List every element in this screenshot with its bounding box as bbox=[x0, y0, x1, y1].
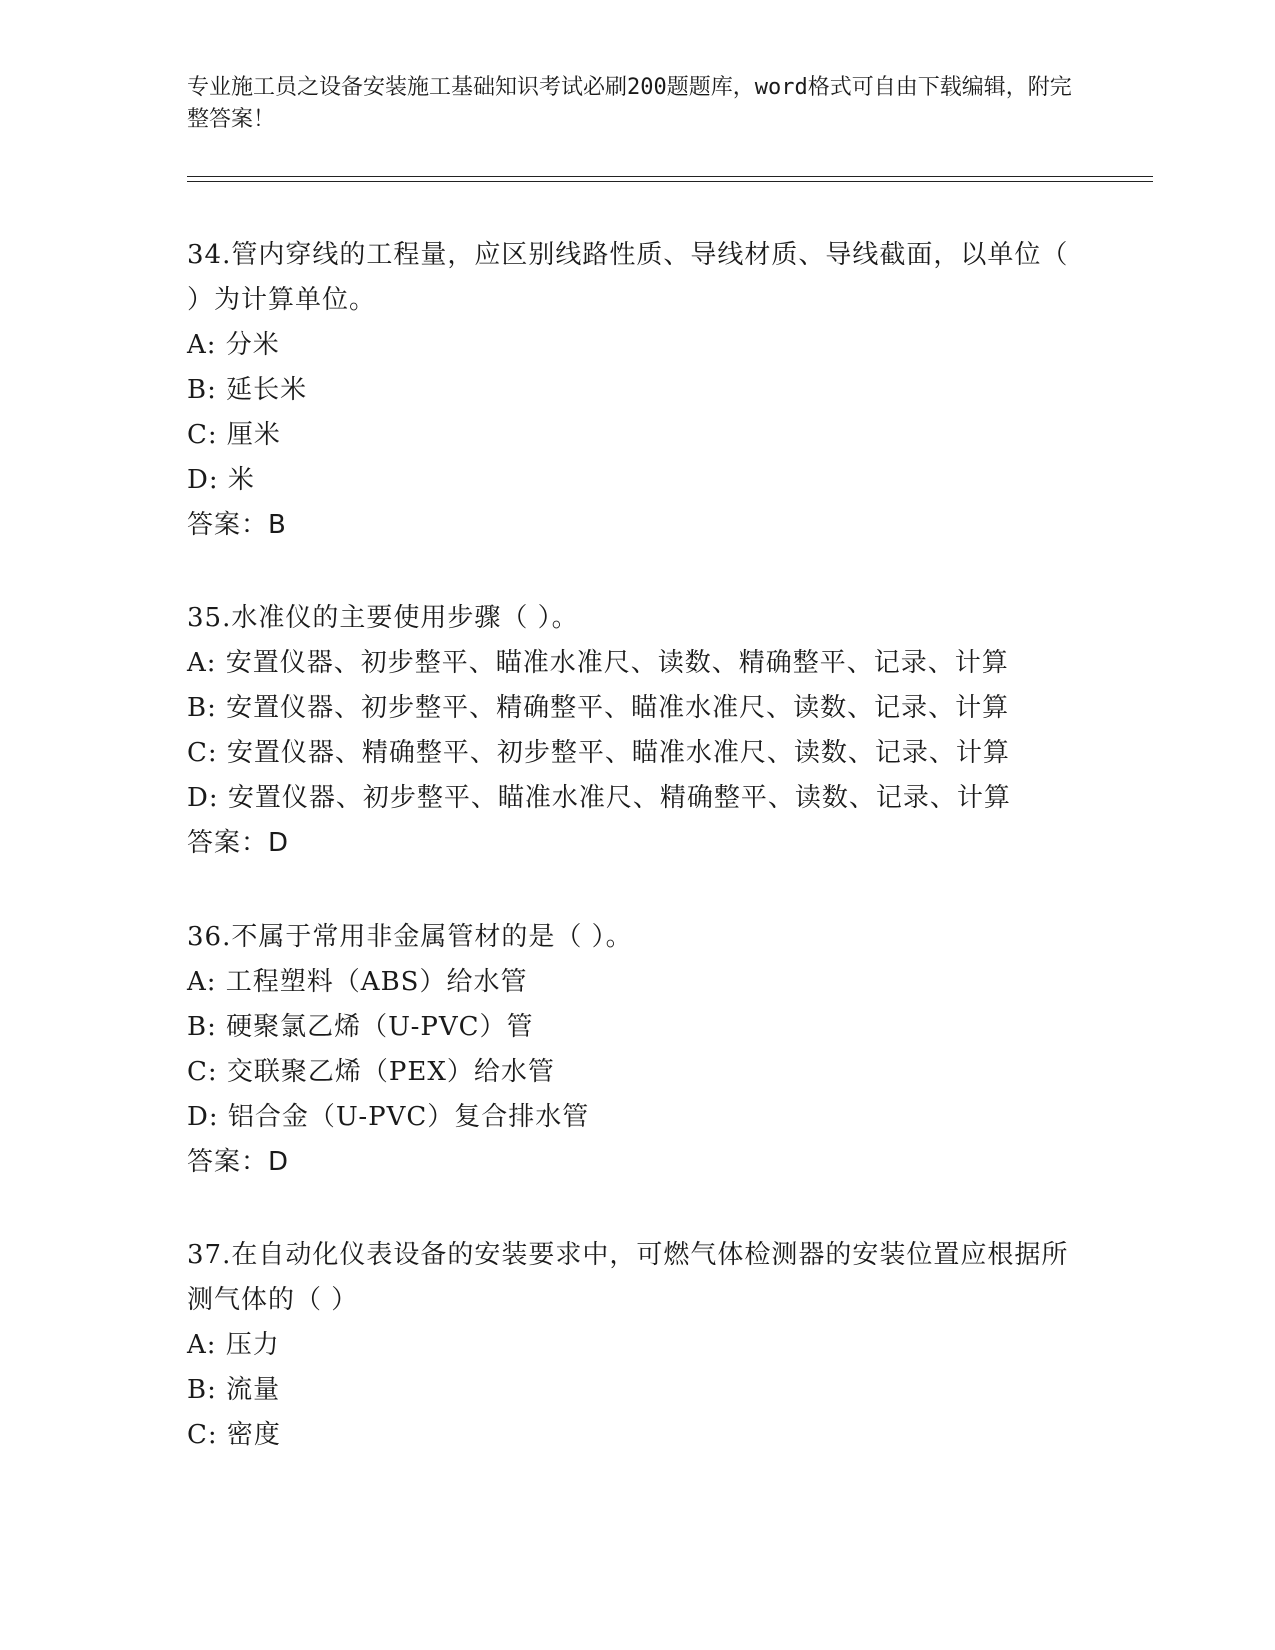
question-stem: 37.在自动化仪表设备的安装要求中，可燃气体检测器的安装位置应根据所测气体的（ ） bbox=[187, 1240, 1069, 1315]
option-a: A: 工程塑料（ABS）给水管 bbox=[187, 967, 528, 997]
option-a: A: 压力 bbox=[187, 1330, 280, 1360]
question-35 bbox=[187, 596, 1087, 866]
option-c: C: 密度 bbox=[187, 1420, 281, 1450]
header-divider-bottom bbox=[187, 181, 1153, 182]
question-36 bbox=[187, 915, 1087, 1185]
option-a: A: 分米 bbox=[187, 330, 280, 360]
answer-line: 答案：D bbox=[187, 828, 290, 858]
option-b: B: 延长米 bbox=[187, 375, 308, 405]
option-c: C: 交联聚乙烯（PEX）给水管 bbox=[187, 1057, 555, 1087]
option-b: B: 安置仪器、初步整平、精确整平、瞄准水准尺、读数、记录、计算 bbox=[187, 693, 1010, 723]
option-c: C: 厘米 bbox=[187, 420, 281, 450]
option-b: B: 硬聚氯乙烯（U-PVC）管 bbox=[187, 1012, 534, 1042]
question-37 bbox=[187, 1233, 1087, 1458]
question-stem: 34.管内穿线的工程量，应区别线路性质、导线材质、导线截面，以单位（ ）为计算单位。 bbox=[187, 240, 1078, 315]
option-c: C: 安置仪器、精确整平、初步整平、瞄准水准尺、读数、记录、计算 bbox=[187, 738, 1010, 768]
answer-line: 答案：B bbox=[187, 510, 287, 540]
header-divider-top bbox=[187, 176, 1153, 177]
option-d: D: 铝合金（U-PVC）复合排水管 bbox=[187, 1102, 590, 1132]
question-stem: 35.水准仪的主要使用步骤（ ）。 bbox=[187, 603, 579, 633]
option-d: D: 米 bbox=[187, 465, 255, 495]
question-stem: 36.不属于常用非金属管材的是（ ）。 bbox=[187, 922, 633, 952]
document-header: 专业施工员之设备安装施工基础知识考试必刷200题题库，word格式可自由下载编辑，附完整答案！ bbox=[187, 75, 1072, 132]
answer-line: 答案：D bbox=[187, 1147, 290, 1177]
option-b: B: 流量 bbox=[187, 1375, 281, 1405]
question-34 bbox=[187, 233, 1087, 548]
option-a: A: 安置仪器、初步整平、瞄准水准尺、读数、精确整平、记录、计算 bbox=[187, 648, 1009, 678]
option-d: D: 安置仪器、初步整平、瞄准水准尺、精确整平、读数、记录、计算 bbox=[187, 783, 1011, 813]
